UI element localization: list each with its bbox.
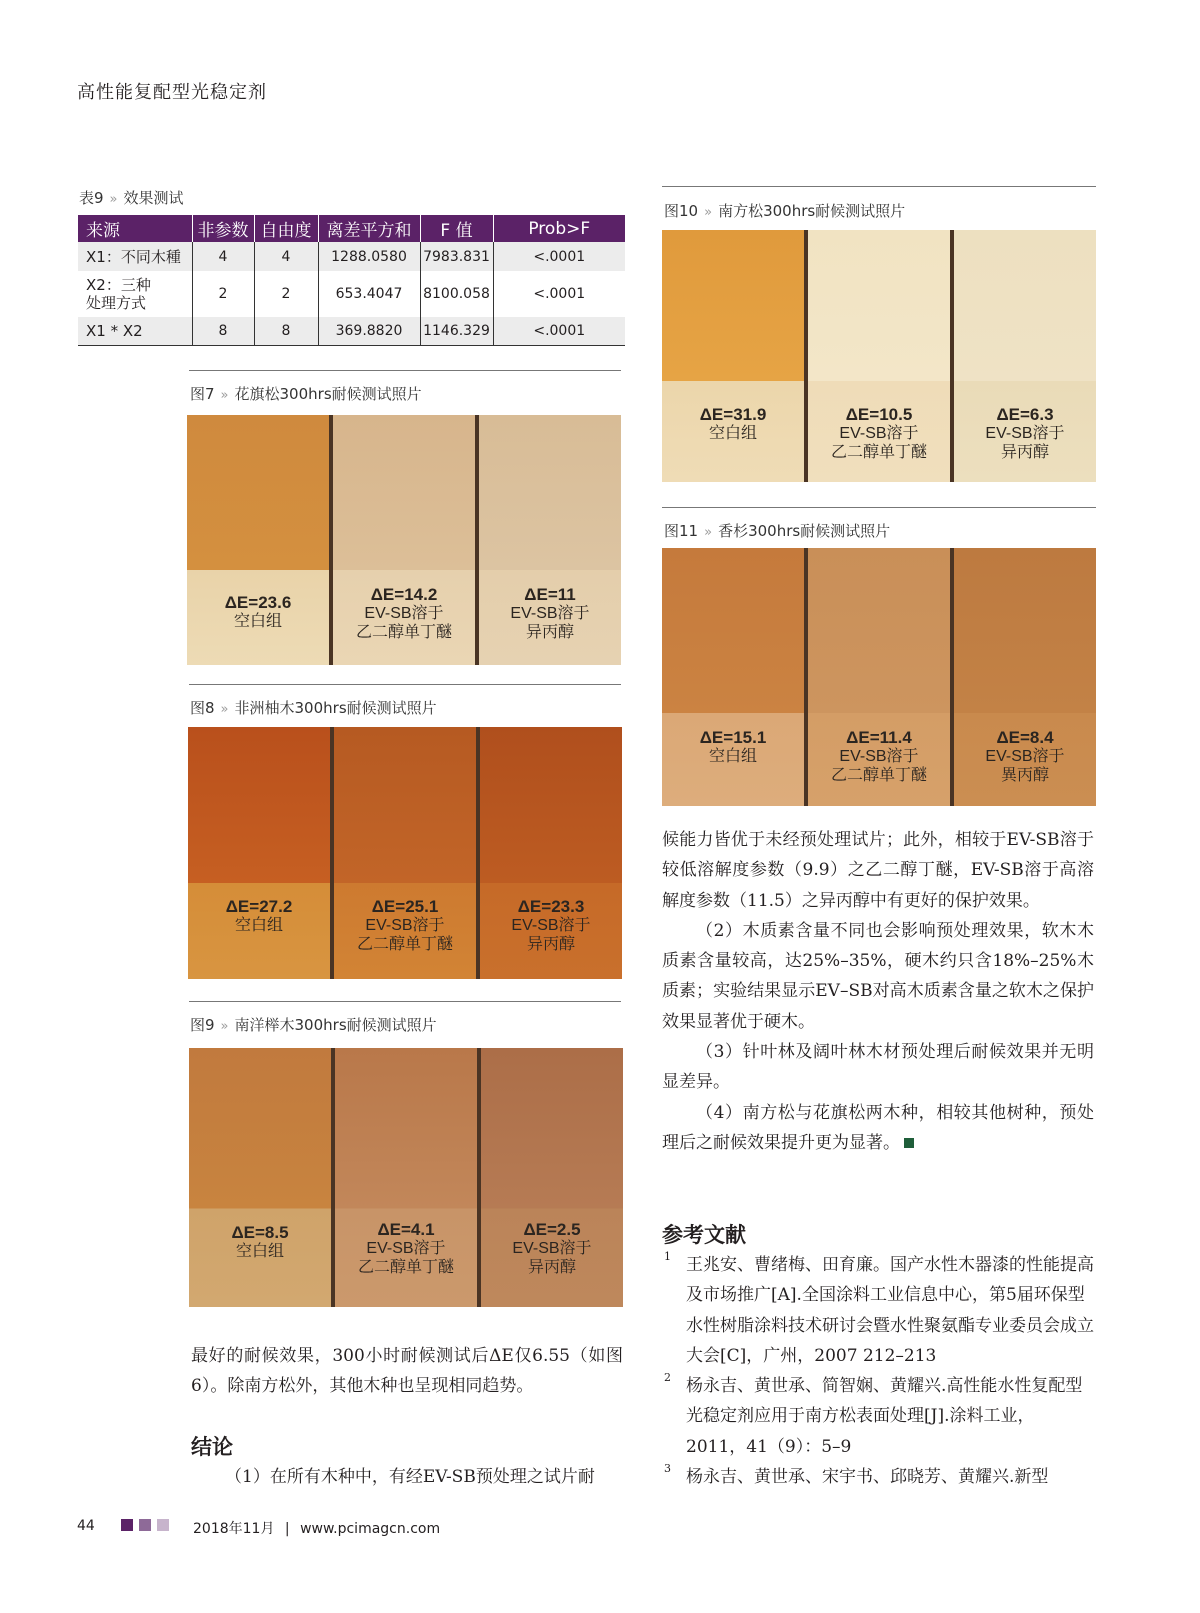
sample-line-2: 乙二醇单丁醚 (357, 1259, 454, 1276)
sample-label (481, 1220, 623, 1277)
sample-line-2: 异丙醇 (526, 936, 575, 953)
chevron-icon: » (220, 702, 229, 717)
sample-line-2: 乙二醇单丁醚 (830, 767, 927, 784)
delta-e-value: ΔE=27.2 (225, 897, 293, 916)
figure-caption (190, 697, 437, 718)
delta-e-value: ΔE=11 (524, 585, 576, 604)
header-f: F 值 (420, 215, 493, 242)
figure-caption (190, 383, 422, 404)
sample-label (808, 405, 950, 462)
figure-caption (664, 520, 890, 541)
reference-item (662, 1462, 1094, 1492)
sample-label (335, 1220, 477, 1277)
chevron-icon: » (704, 525, 713, 540)
sample-line-2: 乙二醇单丁醚 (830, 444, 927, 461)
wood-sample-blank (187, 415, 329, 665)
figure-photo-fig11 (662, 548, 1096, 806)
sample-line-2: 乙二醇单丁醚 (355, 624, 452, 641)
sample-label (334, 897, 476, 954)
figure-photo-fig8 (188, 727, 622, 979)
issue-date: 2018年11月 (193, 1521, 275, 1537)
figure-title: 南方松300hrs耐候测试照片 (718, 202, 906, 220)
delta-e-value: ΔE=15.1 (699, 728, 767, 747)
sample-line-1: EV-SB溶于 (512, 1240, 592, 1257)
cell-prob: <.0001 (533, 286, 586, 302)
delta-e-value: ΔE=25.1 (371, 897, 439, 916)
body-paragraph-3: （3）针叶林及阔叶林木材预处理后耐候效果并无明显差异。 (662, 1042, 1094, 1093)
sample-line-1: 空白组 (708, 748, 757, 765)
table-row (78, 242, 625, 271)
figure-photo-fig10 (662, 230, 1096, 482)
delta-e-value: ΔE=23.6 (224, 593, 292, 612)
sample-label (662, 405, 804, 443)
website-link[interactable]: www.pcimagcn.com (300, 1521, 441, 1537)
figure-photo-fig9 (189, 1048, 623, 1307)
cell-nonparam: 4 (192, 242, 254, 271)
sample-line-1: EV-SB溶于 (839, 748, 919, 765)
cell-df: 2 (254, 271, 318, 317)
cell-f: 7983.831 (420, 242, 493, 271)
cell-prob: <.0001 (493, 317, 625, 345)
chevron-icon: » (704, 205, 713, 220)
wood-sample-glycol-ether (333, 415, 475, 665)
effect-test-table (78, 215, 625, 346)
conclusion-item-4: （4）南方松与花旗松两木种，相较其他树种，预处理后之耐候效果提升更为显著。 (662, 1102, 1094, 1153)
references-heading: 参考文献 (662, 1222, 746, 1247)
figure-caption (190, 1014, 437, 1035)
figure-rule (189, 684, 621, 685)
delta-e-value: ΔE=10.5 (845, 405, 913, 424)
delta-e-value: ΔE=6.3 (996, 405, 1054, 424)
delta-e-value: ΔE=8.5 (231, 1223, 289, 1242)
cell-ss: 369.8820 (318, 317, 420, 345)
header-df: 自由度 (254, 215, 318, 242)
figure-rule (189, 1001, 621, 1002)
cell-f: 1146.329 (420, 317, 493, 345)
figure-title: 非洲柚木300hrs耐候测试照片 (234, 699, 437, 717)
cell-source: X1 * X2 (78, 317, 192, 345)
table-row (78, 271, 625, 317)
reference-number: 3 (664, 1462, 671, 1476)
sample-label (189, 1223, 331, 1261)
reference-item (662, 1371, 1094, 1462)
header-ss: 离差平方和 (318, 215, 420, 242)
table-header-row (78, 215, 625, 242)
reference-number: 1 (664, 1250, 671, 1263)
wood-sample-blank (188, 727, 330, 979)
delta-e-value: ΔE=11.4 (846, 728, 912, 747)
delta-e-value: ΔE=31.9 (699, 405, 767, 424)
sample-line-1: EV-SB溶于 (511, 917, 591, 934)
sample-line-2: 异丙醇 (527, 1259, 576, 1276)
figure-label: 图11 (664, 522, 699, 540)
reference-item (662, 1250, 1094, 1371)
footer-squares (121, 1518, 175, 1534)
sample-label (333, 585, 475, 642)
sample-label (954, 405, 1096, 462)
cell-source: X2：三种 处理方式 (78, 271, 192, 317)
delta-e-value: ΔE=14.2 (370, 585, 438, 604)
sample-label (808, 728, 950, 785)
wood-sample-isopropanol (480, 727, 622, 979)
delta-e-value: ΔE=8.4 (996, 728, 1054, 747)
sample-label (480, 897, 622, 954)
left-body-text (191, 1341, 623, 1402)
delta-e-value: ΔE=23.3 (517, 897, 585, 916)
page-number: 44 (77, 1518, 95, 1534)
footer-square-icon (157, 1519, 169, 1531)
sample-line-1: EV-SB溶于 (985, 748, 1065, 765)
body-paragraph-2: （2）木质素含量不同也会影响预处理效果，软木木质素含量较高，达25%–35%，硬木约只含18%–25%木质素；实验结果显示EV–SB对高木质素含量之软木之保护效果显著优于硬木。 (662, 920, 1094, 1032)
references-list (662, 1250, 1094, 1492)
wood-sample-isopropanol (954, 548, 1096, 806)
footer-separator: | (284, 1521, 290, 1537)
cell-nonparam: 8 (192, 317, 254, 345)
sample-line-2: 乙二醇单丁醚 (356, 936, 453, 953)
cell-f: 8100.058 (420, 271, 493, 317)
wood-sample-isopropanol (479, 415, 621, 665)
sample-line-1: EV-SB溶于 (510, 605, 590, 622)
sample-line-2: 异丙醇 (525, 624, 574, 641)
chevron-icon: » (220, 1019, 229, 1034)
header-source: 来源 (78, 215, 192, 242)
cell-ss: 653.4047 (318, 271, 420, 317)
body-paragraph: 最好的耐候效果，300小时耐候测试后ΔE仅6.55（如图6）。除南方松外，其他木种也呈现相同趋势。 (191, 1346, 623, 1397)
header-nonparam: 非参数 (192, 215, 254, 242)
sample-line-2: 異丙醇 (1000, 767, 1049, 784)
wood-sample-blank (189, 1048, 331, 1307)
conclusion-heading: 结论 (191, 1434, 233, 1459)
figure-rule (662, 507, 1096, 508)
end-mark-icon (904, 1138, 914, 1148)
cell-nonparam: 2 (192, 271, 254, 317)
header-prob: Prob>F (493, 215, 625, 242)
table-caption (79, 187, 184, 208)
sample-label (187, 593, 329, 631)
sample-line-1: EV-SB溶于 (364, 605, 444, 622)
reference-text: 杨永吉、黄世承、宋宇书、邱晓芳、黄耀兴.新型 (686, 1467, 1049, 1488)
figure-label: 图9 (190, 1016, 215, 1034)
cell-source: X1：不同木種 (78, 242, 192, 271)
sample-label (188, 897, 330, 935)
wood-sample-isopropanol (481, 1048, 623, 1307)
sample-line-1: 空白组 (235, 1243, 284, 1260)
figure-label: 图10 (664, 202, 699, 220)
running-head: 高性能复配型光稳定剂 (77, 82, 267, 103)
delta-e-value: ΔE=4.1 (377, 1220, 435, 1239)
conclusion-item-1: （1）在所有木种中，有经EV-SB预处理之试片耐 (225, 1467, 595, 1487)
sample-label (479, 585, 621, 642)
chevron-icon: » (109, 192, 118, 207)
figure-rule (662, 186, 1096, 187)
sample-line-1: EV-SB溶于 (365, 917, 445, 934)
wood-sample-glycol-ether (808, 230, 950, 482)
cell-prob: <.0001 (493, 242, 625, 271)
reference-text: 杨永吉、黄世承、简智娴、黄耀兴.高性能水性复配型光稳定剂应用于南方松表面处理[J].涂料工业，2011，41（9）：5–9 (686, 1376, 1083, 1457)
wood-sample-glycol-ether (334, 727, 476, 979)
cell-ss: 1288.0580 (318, 242, 420, 271)
body-paragraph-1: 候能力皆优于未经预处理试片；此外，相较于EV-SB溶于较低溶解度参数（9.9）之乙二醇丁醚，EV-SB溶于高溶解度参数（11.5）之异丙醇中有更好的保护效果。 (662, 830, 1094, 911)
table-row (78, 317, 625, 345)
footer-square-icon (121, 1519, 133, 1531)
sample-line-1: 空白组 (708, 425, 757, 442)
sample-line-2: 异丙醇 (1000, 444, 1049, 461)
figure-rule (189, 370, 621, 371)
figure-title: 香杉300hrs耐候测试照片 (718, 522, 891, 540)
right-body-text (662, 825, 1094, 1158)
sample-line-1: 空白组 (234, 917, 283, 934)
footer-square-icon (139, 1519, 151, 1531)
cell-df: 8 (254, 317, 318, 345)
sample-line-1: EV-SB溶于 (366, 1240, 446, 1257)
wood-sample-blank (662, 548, 804, 806)
table-title: 效果测试 (123, 189, 184, 207)
footer-info (193, 1518, 440, 1538)
cell-df: 4 (254, 242, 318, 271)
body-paragraph-4 (662, 1098, 1094, 1159)
delta-e-value: ΔE=2.5 (523, 1220, 581, 1239)
conclusion-text (191, 1462, 623, 1492)
figure-label: 图7 (190, 385, 215, 403)
sample-line-1: 空白组 (233, 613, 282, 630)
reference-number: 2 (664, 1371, 671, 1385)
figure-photo-fig7 (187, 415, 621, 665)
figure-label: 图8 (190, 699, 215, 717)
wood-sample-blank (662, 230, 804, 482)
chevron-icon: » (220, 388, 229, 403)
sample-label (662, 728, 804, 766)
figure-title: 花旗松300hrs耐候测试照片 (234, 385, 422, 403)
sample-label (954, 728, 1096, 785)
wood-sample-glycol-ether (808, 548, 950, 806)
reference-text: 王兆安、曹绪梅、田育廉。国产水性木器漆的性能提高及市场推广[A].全国涂料工业信息中心，第5届环保型水性树脂涂料技术研讨会暨水性聚氨酯专业委员会成立大会[C]，广州，2007 212–213 (686, 1255, 1094, 1366)
table-label: 表9 (79, 189, 104, 207)
wood-sample-isopropanol (954, 230, 1096, 482)
sample-line-1: EV-SB溶于 (839, 425, 919, 442)
figure-title: 南洋榉木300hrs耐候测试照片 (234, 1016, 437, 1034)
sample-line-1: EV-SB溶于 (985, 425, 1065, 442)
wood-sample-glycol-ether (335, 1048, 477, 1307)
figure-caption (664, 200, 905, 221)
